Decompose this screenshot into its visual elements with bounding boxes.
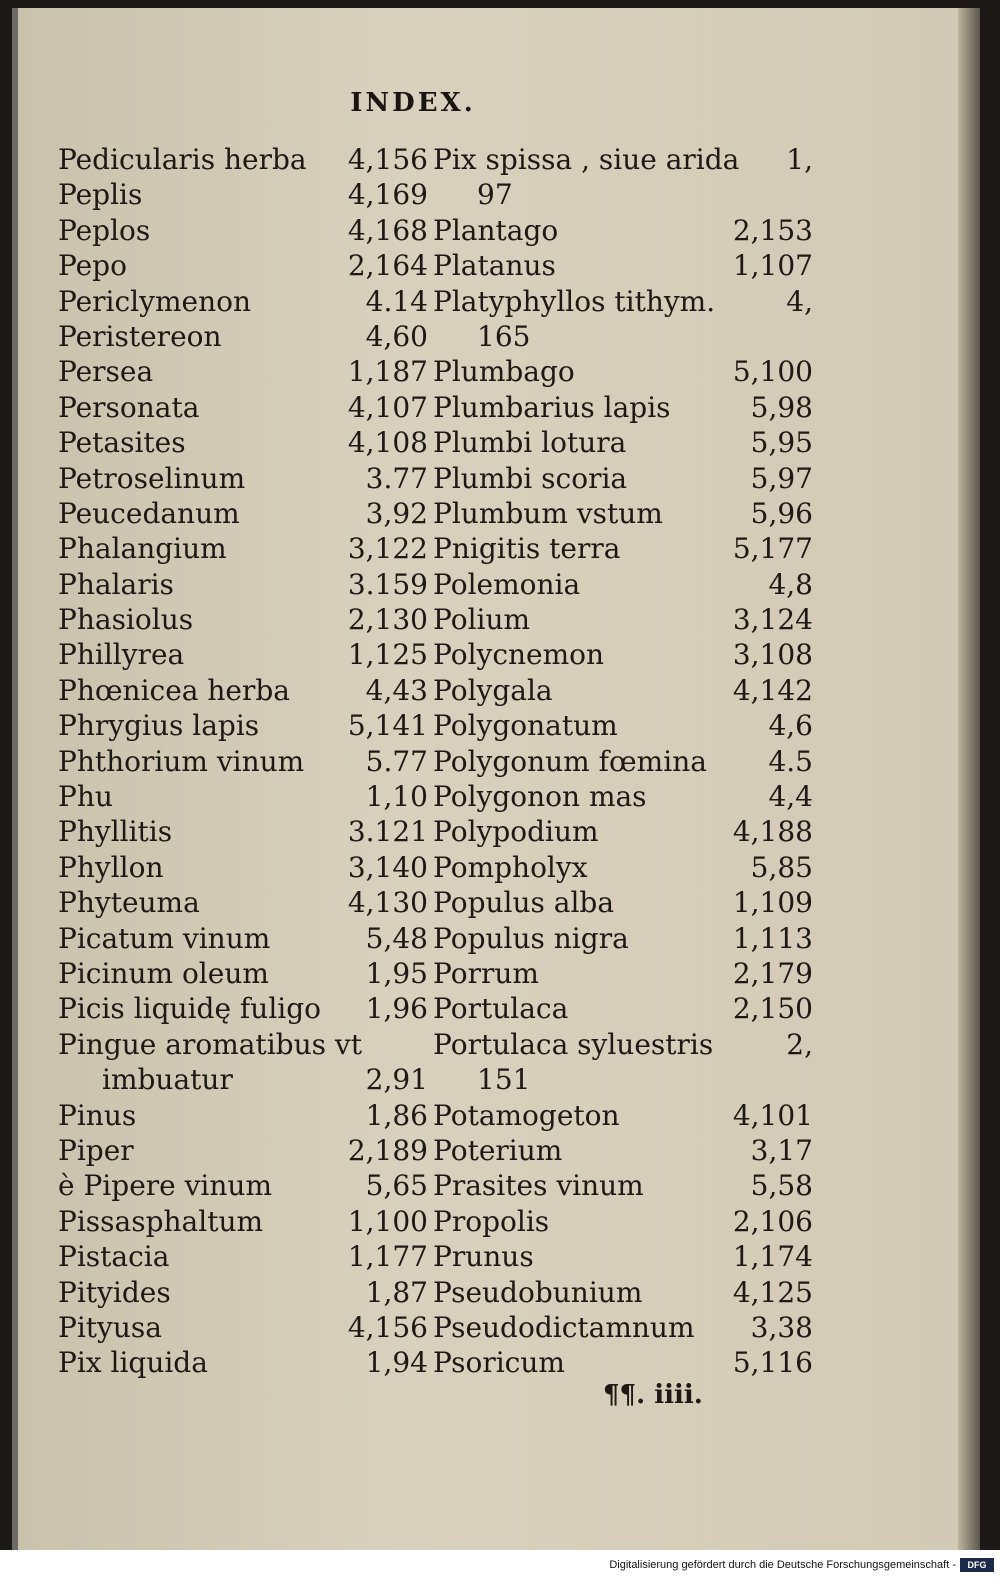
index-term: Polygala bbox=[433, 673, 553, 707]
index-term: Portulaca bbox=[433, 992, 569, 1026]
index-entry bbox=[58, 496, 428, 531]
index-entry bbox=[58, 1168, 428, 1203]
index-term: Peristereon bbox=[58, 319, 222, 353]
index-page-ref: 2,106 bbox=[732, 1204, 813, 1238]
index-page-ref: 4,101 bbox=[732, 1098, 813, 1132]
index-term: Propolis bbox=[433, 1204, 550, 1238]
index-term: Personata bbox=[58, 390, 200, 424]
page-header: INDEX. bbox=[350, 88, 476, 118]
index-page-ref: 2,150 bbox=[732, 992, 813, 1026]
index-entry bbox=[433, 921, 813, 956]
index-page-ref: 3,17 bbox=[750, 1133, 813, 1167]
index-page-ref: 4,108 bbox=[347, 426, 428, 460]
index-entry bbox=[58, 1239, 428, 1274]
index-entry bbox=[433, 602, 813, 637]
index-entry bbox=[433, 1027, 813, 1062]
index-term: Plantago bbox=[433, 213, 559, 247]
index-page-ref: 1,177 bbox=[347, 1240, 428, 1274]
index-term: Platanus bbox=[433, 249, 556, 283]
index-entry bbox=[58, 390, 428, 425]
index-column-left bbox=[58, 142, 428, 1381]
book-page bbox=[12, 8, 980, 1550]
index-term: Plumbi scoria bbox=[433, 461, 628, 495]
index-entry bbox=[433, 213, 813, 248]
index-term: Petasites bbox=[58, 426, 186, 460]
index-page-ref: 4,43 bbox=[365, 673, 428, 707]
index-entry bbox=[433, 177, 813, 212]
index-term: Populus alba bbox=[433, 886, 615, 920]
index-term: Phrygius lapis bbox=[58, 709, 260, 743]
index-term: Picinum oleum bbox=[58, 956, 269, 990]
index-page-ref: 3.77 bbox=[365, 461, 428, 495]
index-entry bbox=[58, 319, 428, 354]
index-term: Porrum bbox=[433, 956, 539, 990]
index-page-ref: 5,100 bbox=[732, 355, 813, 389]
index-entry bbox=[58, 567, 428, 602]
index-term: 165 bbox=[477, 319, 531, 353]
index-entry bbox=[433, 1275, 813, 1310]
index-entry bbox=[58, 531, 428, 566]
index-page-ref: 3,124 bbox=[732, 603, 813, 637]
index-entry bbox=[433, 779, 813, 814]
index-entry bbox=[433, 425, 813, 460]
index-page-ref: 3,140 bbox=[347, 850, 428, 884]
index-page-ref: 2,91 bbox=[365, 1063, 428, 1097]
index-entry bbox=[433, 1133, 813, 1168]
index-page-ref: 5,177 bbox=[732, 532, 813, 566]
index-term: Phalaris bbox=[58, 567, 174, 601]
index-entry bbox=[58, 1133, 428, 1168]
index-term: Potamogeton bbox=[433, 1098, 620, 1132]
index-entry bbox=[433, 637, 813, 672]
index-entry bbox=[58, 213, 428, 248]
index-entry bbox=[58, 1275, 428, 1310]
index-page-ref: 5,85 bbox=[750, 850, 813, 884]
catchword: ¶¶. iiii. bbox=[603, 1380, 703, 1410]
index-page-ref: 1, bbox=[786, 143, 813, 176]
index-term: Pnigitis terra bbox=[433, 532, 621, 566]
index-entry bbox=[58, 744, 428, 779]
index-entry bbox=[433, 567, 813, 602]
index-page-ref: 3.121 bbox=[347, 815, 428, 849]
index-term: Polypodium bbox=[433, 815, 599, 849]
index-term: Pix liquida bbox=[58, 1346, 208, 1380]
index-page-ref: 4,8 bbox=[768, 567, 813, 601]
index-entry bbox=[58, 1027, 428, 1062]
index-page-ref: 1,109 bbox=[732, 886, 813, 920]
index-page-ref: 5,65 bbox=[365, 1169, 428, 1203]
index-page-ref: 1,95 bbox=[365, 956, 428, 990]
index-term: Pistacia bbox=[58, 1240, 170, 1274]
index-term: Pissasphaltum bbox=[58, 1204, 264, 1238]
index-term: Polemonia bbox=[433, 567, 581, 601]
index-term: Phu bbox=[58, 780, 113, 814]
index-term: Petroselinum bbox=[58, 461, 246, 495]
index-page-ref: 1,86 bbox=[365, 1098, 428, 1132]
page-spine-shadow bbox=[958, 8, 980, 1550]
index-page-ref: 4,169 bbox=[347, 178, 428, 212]
index-entry bbox=[58, 779, 428, 814]
index-page-ref: 3,92 bbox=[365, 496, 428, 530]
index-entry bbox=[58, 425, 428, 460]
index-page-ref: 4,156 bbox=[347, 1310, 428, 1344]
index-page-ref: 4,156 bbox=[347, 143, 428, 176]
index-entry bbox=[433, 814, 813, 849]
index-term: Plumbarius lapis bbox=[433, 390, 671, 424]
index-page-ref: 4, bbox=[786, 284, 813, 318]
index-entry bbox=[433, 673, 813, 708]
footer-text: Digitalisierung gefördert durch die Deutsche Forschungsgemeinschaft - bbox=[609, 1559, 956, 1571]
index-page-ref: 1,96 bbox=[365, 992, 428, 1026]
index-entry bbox=[433, 461, 813, 496]
index-entry bbox=[58, 921, 428, 956]
index-entry bbox=[58, 142, 428, 177]
index-term: Phœnicea herba bbox=[58, 673, 290, 707]
index-entry bbox=[58, 708, 428, 743]
footer-bar bbox=[0, 1550, 1000, 1587]
index-page-ref: 5,116 bbox=[732, 1346, 813, 1380]
index-page-ref: 4.14 bbox=[365, 284, 428, 318]
index-entry bbox=[58, 1345, 428, 1380]
index-term: Prasites vinum bbox=[433, 1169, 644, 1203]
index-term: Portulaca syluestris bbox=[433, 1027, 714, 1061]
index-term: Phyllitis bbox=[58, 815, 173, 849]
index-term: Plumbago bbox=[433, 355, 575, 389]
index-page-ref: 3,38 bbox=[750, 1310, 813, 1344]
index-entry bbox=[433, 1345, 813, 1380]
index-term: Persea bbox=[58, 355, 154, 389]
index-page-ref: 1,174 bbox=[732, 1240, 813, 1274]
index-term: Phyteuma bbox=[58, 886, 200, 920]
index-page-ref: 1,10 bbox=[365, 780, 428, 814]
index-entry bbox=[433, 319, 813, 354]
index-page-ref: 5,98 bbox=[750, 390, 813, 424]
index-term: Peucedanum bbox=[58, 496, 240, 530]
index-page-ref: 2,153 bbox=[732, 213, 813, 247]
index-term: imbuatur bbox=[102, 1063, 233, 1097]
index-entry bbox=[433, 354, 813, 389]
index-term: Phyllon bbox=[58, 850, 164, 884]
index-entry bbox=[433, 956, 813, 991]
index-column-right bbox=[433, 142, 813, 1381]
index-page-ref: 5,58 bbox=[750, 1169, 813, 1203]
index-page-ref: 4,168 bbox=[347, 213, 428, 247]
index-page-ref: 2,130 bbox=[347, 603, 428, 637]
index-entry bbox=[58, 284, 428, 319]
index-page-ref: 4,142 bbox=[732, 673, 813, 707]
index-entry bbox=[58, 673, 428, 708]
index-entry bbox=[58, 991, 428, 1026]
index-entry bbox=[433, 248, 813, 283]
index-entry bbox=[433, 1310, 813, 1345]
index-term: Pityides bbox=[58, 1275, 171, 1309]
index-term: Periclymenon bbox=[58, 284, 251, 318]
index-term: Pseudobunium bbox=[433, 1275, 643, 1309]
index-page-ref: 5,48 bbox=[365, 921, 428, 955]
index-term: Prunus bbox=[433, 1240, 534, 1274]
index-term: Phasiolus bbox=[58, 603, 194, 637]
index-page-ref: 1,107 bbox=[732, 249, 813, 283]
index-page-ref: 3,122 bbox=[347, 532, 428, 566]
index-entry bbox=[433, 885, 813, 920]
index-page-ref: 5,95 bbox=[750, 426, 813, 460]
index-entry bbox=[433, 850, 813, 885]
index-page-ref: 1,125 bbox=[347, 638, 428, 672]
index-term: Poterium bbox=[433, 1133, 563, 1167]
index-term: 151 bbox=[477, 1063, 531, 1097]
index-term: Phillyrea bbox=[58, 638, 185, 672]
index-page-ref: 1,94 bbox=[365, 1346, 428, 1380]
index-term: Peplis bbox=[58, 178, 143, 212]
index-page-ref: 4,6 bbox=[768, 709, 813, 743]
index-entry bbox=[433, 284, 813, 319]
index-term: Polycnemon bbox=[433, 638, 605, 672]
index-page-ref: 2, bbox=[786, 1027, 813, 1061]
index-entry bbox=[58, 814, 428, 849]
index-term: Plumbi lotura bbox=[433, 426, 627, 460]
index-page-ref: 3.159 bbox=[347, 567, 428, 601]
index-entry bbox=[58, 177, 428, 212]
index-page-ref: 4,130 bbox=[347, 886, 428, 920]
index-entry bbox=[433, 531, 813, 566]
index-entry bbox=[58, 1310, 428, 1345]
index-page-ref: 1,187 bbox=[347, 355, 428, 389]
index-entry bbox=[433, 708, 813, 743]
index-page-ref: 4,125 bbox=[732, 1275, 813, 1309]
index-term: Polygonatum bbox=[433, 709, 618, 743]
index-term: Polygonum fœmina bbox=[433, 744, 707, 778]
index-entry bbox=[58, 956, 428, 991]
index-page-ref: 2,164 bbox=[347, 249, 428, 283]
index-page-ref: 5,96 bbox=[750, 496, 813, 530]
index-entry bbox=[433, 1204, 813, 1239]
index-page-ref: 4.5 bbox=[768, 744, 813, 778]
index-term: Platyphyllos tithym. bbox=[433, 284, 716, 318]
index-entry bbox=[433, 142, 813, 177]
index-page-ref: 4,188 bbox=[732, 815, 813, 849]
index-page-ref: 1,87 bbox=[365, 1275, 428, 1309]
index-term: Polium bbox=[433, 603, 531, 637]
index-term: Peplos bbox=[58, 213, 151, 247]
index-term: Pedicularis herba bbox=[58, 143, 307, 176]
index-term: Piper bbox=[58, 1133, 134, 1167]
index-term: Pepo bbox=[58, 249, 127, 283]
index-page-ref: 1,100 bbox=[347, 1204, 428, 1238]
index-page-ref: 5.77 bbox=[365, 744, 428, 778]
index-page-ref: 4,107 bbox=[347, 390, 428, 424]
index-entry bbox=[433, 1239, 813, 1274]
index-term: Pompholyx bbox=[433, 850, 588, 884]
index-term: 97 bbox=[477, 178, 513, 212]
index-entry bbox=[58, 354, 428, 389]
index-page-ref: 4,4 bbox=[768, 780, 813, 814]
index-term: Pix spissa , siue arida bbox=[433, 143, 740, 176]
index-term: Phalangium bbox=[58, 532, 227, 566]
dfg-logo: DFG bbox=[960, 1558, 994, 1572]
index-term: Populus nigra bbox=[433, 921, 629, 955]
index-entry bbox=[58, 885, 428, 920]
index-entry bbox=[58, 461, 428, 496]
index-page-ref: 2,189 bbox=[347, 1133, 428, 1167]
index-entry bbox=[58, 1204, 428, 1239]
index-page-ref: 5,97 bbox=[750, 461, 813, 495]
index-term: Psoricum bbox=[433, 1346, 565, 1380]
index-entry bbox=[433, 1098, 813, 1133]
index-term: Polygonon mas bbox=[433, 780, 647, 814]
index-entry bbox=[433, 744, 813, 779]
index-term: Picatum vinum bbox=[58, 921, 271, 955]
index-term: è Pipere vinum bbox=[58, 1169, 273, 1203]
index-page-ref: 3,108 bbox=[732, 638, 813, 672]
index-entry bbox=[58, 1062, 428, 1097]
index-term: Plumbum vstum bbox=[433, 496, 663, 530]
index-page-ref: 4,60 bbox=[365, 319, 428, 353]
index-entry bbox=[58, 248, 428, 283]
index-term: Pityusa bbox=[58, 1310, 162, 1344]
index-term: Pingue aromatibus vt bbox=[58, 1027, 362, 1061]
index-entry bbox=[58, 602, 428, 637]
index-page-ref: 1,113 bbox=[732, 921, 813, 955]
index-term: Pinus bbox=[58, 1098, 137, 1132]
index-entry bbox=[433, 991, 813, 1026]
index-entry bbox=[433, 1062, 813, 1097]
index-entry bbox=[433, 496, 813, 531]
index-entry bbox=[58, 637, 428, 672]
index-term: Pseudodictamnum bbox=[433, 1310, 695, 1344]
index-entry bbox=[58, 850, 428, 885]
index-term: Phthorium vinum bbox=[58, 744, 305, 778]
index-entry bbox=[433, 390, 813, 425]
index-term: Picis liquidę fuligo bbox=[58, 992, 322, 1026]
index-entry bbox=[58, 1098, 428, 1133]
index-page-ref: 2,179 bbox=[732, 956, 813, 990]
index-entry bbox=[433, 1168, 813, 1203]
index-page-ref: 5,141 bbox=[347, 709, 428, 743]
